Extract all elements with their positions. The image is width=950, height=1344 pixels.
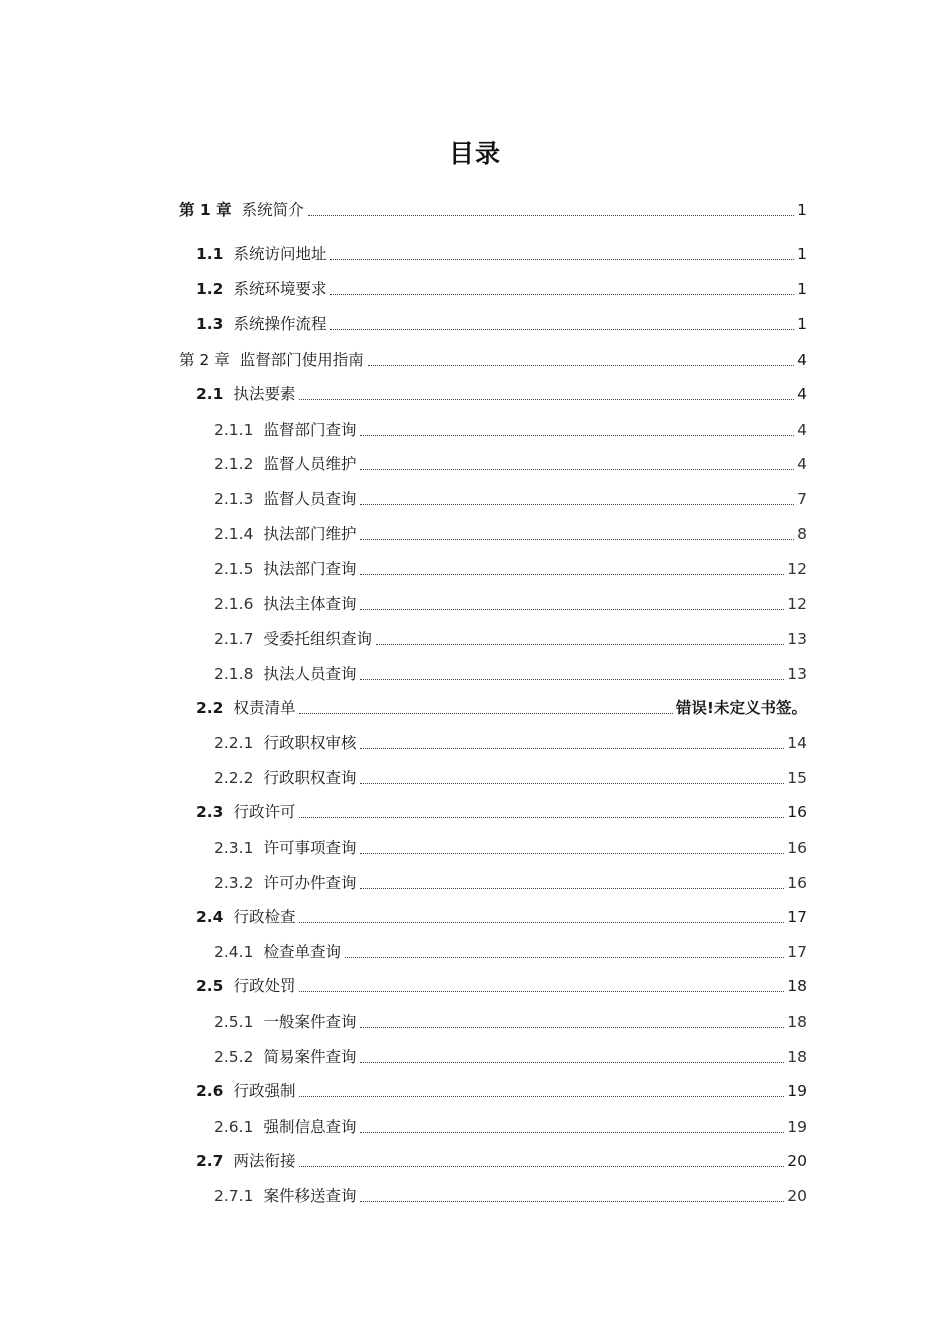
toc-entry-number: 2.4 — [196, 908, 224, 926]
dot-leader — [360, 887, 784, 889]
toc-entry-number: 2.7 — [196, 1152, 224, 1170]
toc-entry-chapter-1[interactable] — [179, 198, 807, 222]
toc-entry-text: 行政职权查询 — [263, 769, 357, 787]
toc-entry-text: 执法人员查询 — [263, 665, 357, 683]
toc-entry-number: 1.1 — [196, 245, 224, 263]
toc-entry-number: 2.1.5 — [214, 560, 254, 578]
dot-leader — [299, 990, 784, 992]
toc-entry-number: 2.1.3 — [214, 490, 254, 508]
dot-leader — [299, 921, 784, 923]
toc-entry-chapter-2[interactable] — [179, 348, 807, 372]
toc-entry-text: 许可办件查询 — [263, 874, 357, 892]
toc-entry-text: 系统操作流程 — [233, 315, 327, 333]
toc-entry-page: 17 — [787, 908, 807, 926]
toc-entry-number: 2.1 — [196, 385, 224, 403]
toc-entry-text: 系统简介 — [241, 201, 304, 219]
toc-entry-page: 20 — [787, 1187, 807, 1205]
toc-entry-2-1-8[interactable] — [214, 662, 807, 686]
toc-entry-page: 4 — [797, 421, 807, 439]
dot-leader — [330, 328, 794, 330]
toc-entry-2-1-7[interactable] — [214, 627, 807, 651]
toc-entry-2-2-1[interactable] — [214, 731, 807, 755]
toc-entry-page: 18 — [787, 1013, 807, 1031]
toc-entry-page: 19 — [787, 1082, 807, 1100]
toc-entry-number: 2.1.1 — [214, 421, 254, 439]
toc-entry-number: 2.2.2 — [214, 769, 254, 787]
toc-entry-text: 案件移送查询 — [263, 1187, 357, 1205]
toc-entry-number: 2.6 — [196, 1082, 224, 1100]
dot-leader — [360, 747, 784, 749]
toc-entry-2-5[interactable] — [196, 974, 807, 998]
toc-entry-1-3[interactable] — [196, 312, 807, 336]
toc-entry-number: 2.1.6 — [214, 595, 254, 613]
toc-entry-2-4[interactable] — [196, 905, 807, 929]
dot-leader — [360, 1131, 784, 1133]
toc-entry-number: 2.4.1 — [214, 943, 254, 961]
dot-leader — [360, 1026, 784, 1028]
toc-entry-page: 13 — [787, 630, 807, 648]
toc-entry-page: 12 — [787, 595, 807, 613]
toc-entry-2-3-2[interactable] — [214, 871, 807, 895]
toc-entry-number: 2.2 — [196, 699, 224, 717]
toc-entry-page-error: 错误!未定义书签。 — [675, 699, 807, 717]
toc-entry-text: 受委托组织查询 — [263, 630, 372, 648]
toc-entry-number: 2.1.4 — [214, 525, 254, 543]
toc-entry-text: 行政职权审核 — [263, 734, 357, 752]
toc-entry-2-5-1[interactable] — [214, 1010, 807, 1034]
toc-entry-page: 16 — [787, 803, 807, 821]
dot-leader — [360, 1061, 784, 1063]
toc-entry-2-6-1[interactable] — [214, 1115, 807, 1139]
dot-leader — [330, 258, 794, 260]
toc-entry-2-3[interactable] — [196, 800, 807, 824]
toc-entry-page: 14 — [787, 734, 807, 752]
toc-entry-text: 行政检查 — [233, 908, 296, 926]
dot-leader — [360, 782, 784, 784]
dot-leader — [299, 816, 784, 818]
toc-entry-number: 2.6.1 — [214, 1118, 254, 1136]
toc-title: 目录 — [448, 139, 501, 168]
toc-entry-text: 系统环境要求 — [233, 280, 327, 298]
dot-leader — [360, 538, 794, 540]
toc-entry-number: 2.5.2 — [214, 1048, 254, 1066]
toc-entry-number: 2.3 — [196, 803, 224, 821]
dot-leader — [360, 573, 784, 575]
toc-entry-text: 行政许可 — [233, 803, 296, 821]
toc-entry-text: 许可事项查询 — [263, 839, 357, 857]
toc-entry-page: 18 — [787, 1048, 807, 1066]
toc-entry-1-2[interactable] — [196, 277, 807, 301]
toc-entry-2-2[interactable] — [196, 696, 807, 720]
toc-entry-page: 13 — [787, 665, 807, 683]
dot-leader — [368, 364, 794, 366]
dot-leader — [360, 678, 784, 680]
toc-entry-text: 行政处罚 — [233, 977, 296, 995]
toc-entry-text: 监督人员维护 — [263, 455, 357, 473]
toc-entry-page: 17 — [787, 943, 807, 961]
toc-entry-number: 2.5 — [196, 977, 224, 995]
dot-leader — [360, 434, 794, 436]
toc-entry-number: 2.1.8 — [214, 665, 254, 683]
toc-entry-page: 1 — [797, 245, 807, 263]
toc-entry-2-1-6[interactable] — [214, 592, 807, 616]
toc-entry-2-1-5[interactable] — [214, 557, 807, 581]
toc-entry-2-1-2[interactable] — [214, 452, 807, 476]
toc-entry-text: 执法部门查询 — [263, 560, 357, 578]
toc-entry-page: 15 — [787, 769, 807, 787]
toc-entry-1-1[interactable] — [196, 242, 807, 266]
toc-entry-text: 监督部门使用指南 — [239, 351, 364, 369]
toc-entry-text: 执法部门维护 — [263, 525, 357, 543]
dot-leader — [360, 608, 784, 610]
toc-entry-2-1-3[interactable] — [214, 487, 807, 511]
toc-entry-page: 4 — [797, 455, 807, 473]
toc-entry-text: 强制信息查询 — [263, 1118, 357, 1136]
toc-entry-number: 第 1 章 — [179, 201, 232, 219]
toc-entry-number: 2.2.1 — [214, 734, 254, 752]
dot-leader — [308, 214, 795, 216]
toc-entry-page: 1 — [797, 201, 807, 219]
toc-entry-text: 两法衔接 — [233, 1152, 296, 1170]
toc-entry-page: 16 — [787, 874, 807, 892]
toc-entry-page: 1 — [797, 280, 807, 298]
dot-leader — [299, 712, 672, 714]
dot-leader — [345, 956, 784, 958]
toc-entry-text: 简易案件查询 — [263, 1048, 357, 1066]
toc-entry-number: 2.5.1 — [214, 1013, 254, 1031]
dot-leader — [299, 398, 794, 400]
toc-entry-2-2-2[interactable] — [214, 766, 807, 790]
toc-entry-2-1-1[interactable] — [214, 418, 807, 442]
dot-leader — [360, 468, 794, 470]
toc-entry-text: 权责清单 — [233, 699, 296, 717]
toc-entry-page: 19 — [787, 1118, 807, 1136]
dot-leader — [299, 1095, 784, 1097]
dot-leader — [376, 643, 784, 645]
toc-entry-page: 20 — [787, 1152, 807, 1170]
toc-entry-2-5-2[interactable] — [214, 1045, 807, 1069]
toc-entry-2-3-1[interactable] — [214, 836, 807, 860]
toc-entry-2-4-1[interactable] — [214, 940, 807, 964]
toc-entry-text: 一般案件查询 — [263, 1013, 357, 1031]
toc-entry-number: 2.7.1 — [214, 1187, 254, 1205]
toc-entry-2-7[interactable] — [196, 1149, 807, 1173]
toc-entry-text: 执法要素 — [233, 385, 296, 403]
dot-leader — [360, 852, 784, 854]
dot-leader — [360, 503, 794, 505]
toc-entry-page: 7 — [797, 490, 807, 508]
dot-leader — [330, 293, 794, 295]
toc-entry-number: 2.1.7 — [214, 630, 254, 648]
toc-entry-page: 18 — [787, 977, 807, 995]
toc-entry-2-1[interactable] — [196, 382, 807, 406]
toc-entry-text: 行政强制 — [233, 1082, 296, 1100]
toc-entry-number: 1.2 — [196, 280, 224, 298]
toc-entry-text: 监督部门查询 — [263, 421, 357, 439]
toc-entry-number: 1.3 — [196, 315, 224, 333]
toc-entry-text: 监督人员查询 — [263, 490, 357, 508]
toc-entry-page: 4 — [797, 385, 807, 403]
toc-entry-2-7-1[interactable] — [214, 1184, 807, 1208]
toc-entry-number: 2.3.1 — [214, 839, 254, 857]
toc-entry-number: 第 2 章 — [179, 351, 230, 369]
toc-entry-page: 12 — [787, 560, 807, 578]
dot-leader — [360, 1200, 784, 1202]
toc-entry-text: 执法主体查询 — [263, 595, 357, 613]
toc-entry-page: 4 — [797, 351, 807, 369]
toc-entry-page: 8 — [797, 525, 807, 543]
toc-entry-page: 1 — [797, 315, 807, 333]
toc-entry-2-6[interactable] — [196, 1079, 807, 1103]
toc-entry-page: 16 — [787, 839, 807, 857]
toc-entry-number: 2.1.2 — [214, 455, 254, 473]
toc-entry-text: 系统访问地址 — [233, 245, 327, 263]
toc-entry-number: 2.3.2 — [214, 874, 254, 892]
dot-leader — [299, 1165, 784, 1167]
toc-entry-2-1-4[interactable] — [214, 522, 807, 546]
toc-entry-text: 检查单查询 — [263, 943, 341, 961]
